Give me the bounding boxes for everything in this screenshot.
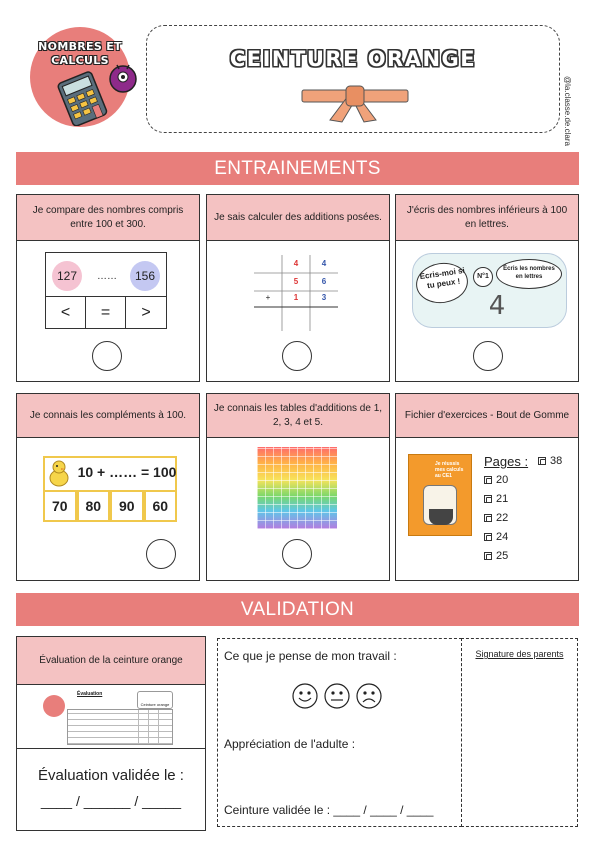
equal-symbol: = bbox=[86, 297, 126, 329]
checkbox-icon[interactable] bbox=[484, 533, 492, 541]
option: 70 bbox=[43, 490, 77, 522]
monster-icon bbox=[108, 62, 138, 94]
watermark: @la.classe.de.clara bbox=[563, 76, 572, 146]
grid-cell: 5 bbox=[293, 277, 299, 286]
validation-banner: VALIDATION bbox=[16, 593, 579, 626]
card-compare bbox=[16, 194, 200, 382]
check-circle[interactable] bbox=[146, 539, 176, 569]
page-item: 22 bbox=[484, 512, 508, 524]
card-title: Je connais les tables d'additions de 1, 2, 3, 4 et 5. bbox=[207, 394, 389, 438]
page-item: 20 bbox=[484, 474, 508, 486]
grid-cell: 4 bbox=[321, 259, 327, 268]
checkbox-icon[interactable] bbox=[538, 457, 546, 465]
dots: …… bbox=[97, 271, 117, 282]
page-title: CEINTURE ORANGE bbox=[229, 47, 477, 71]
option: 60 bbox=[144, 490, 178, 522]
bubble-text: Écris-moi si tu peux ! bbox=[419, 265, 466, 291]
adult-label: Appréciation de l'adulte : bbox=[224, 737, 356, 751]
calculator-icon bbox=[54, 70, 110, 126]
self-assessment-box bbox=[217, 638, 462, 827]
page-item: 24 bbox=[484, 531, 508, 543]
grid-cell: 3 bbox=[321, 293, 327, 302]
checkbox-icon[interactable] bbox=[484, 495, 492, 503]
signature-box[interactable] bbox=[461, 638, 578, 827]
checkbox-icon[interactable] bbox=[484, 476, 492, 484]
card-title: Je sais calculer des additions posées. bbox=[207, 195, 389, 241]
badge: N°1 bbox=[473, 267, 493, 287]
plus-sign: + bbox=[265, 293, 271, 302]
grid-cell: 4 bbox=[293, 259, 299, 268]
evaluation-card bbox=[16, 636, 206, 831]
greater-than-symbol: > bbox=[141, 304, 151, 321]
card-title: Je connais les compléments à 100. bbox=[17, 394, 199, 438]
eval-date[interactable]: ____ / ______ / _____ bbox=[40, 793, 182, 809]
card-tables bbox=[206, 393, 390, 581]
card-title: J'écris des nombres inférieurs à 100 en lettres. bbox=[396, 195, 578, 241]
signature-label: Signature des parents bbox=[475, 649, 564, 659]
book-title: Je réussis mes calculs au CE1 bbox=[435, 461, 464, 479]
eval-thumbnail: Évaluation Ceinture orange bbox=[17, 685, 205, 749]
check-circle[interactable] bbox=[282, 539, 312, 569]
eval-title: Évaluation de la ceinture orange bbox=[17, 637, 205, 685]
option: 90 bbox=[110, 490, 144, 522]
checkbox-icon[interactable] bbox=[484, 552, 492, 560]
compare-table bbox=[45, 252, 167, 329]
chick-icon bbox=[47, 458, 71, 488]
card-title: Fichier d'exercices - Bout de Gomme bbox=[396, 394, 578, 438]
instruction: Écris les nombres en lettres bbox=[503, 266, 555, 280]
options-row bbox=[43, 490, 177, 522]
grid-cell: 1 bbox=[293, 293, 299, 302]
card-complements bbox=[16, 393, 200, 581]
card-additions bbox=[206, 194, 390, 382]
addition-table-image bbox=[257, 447, 337, 529]
number: 4 bbox=[488, 291, 506, 321]
orange-belt-icon bbox=[300, 80, 410, 124]
checkbox-icon[interactable] bbox=[484, 514, 492, 522]
page-item: 38 bbox=[538, 455, 562, 467]
pages-label: Pages : bbox=[484, 454, 529, 469]
logo-line-2: CALCULS bbox=[51, 54, 109, 67]
logo-line-1: NOMBRES ET bbox=[38, 40, 122, 53]
equation: 10 + …… = 100 bbox=[77, 464, 177, 480]
page-item: 25 bbox=[484, 550, 508, 562]
eval-validated-label: Évaluation validée le : bbox=[38, 767, 184, 784]
grid-cell: 6 bbox=[321, 277, 327, 286]
right-number: 156 bbox=[130, 261, 160, 291]
training-banner: ENTRAINEMENTS bbox=[16, 152, 579, 185]
belt-validated[interactable]: Ceinture validée le : ____ / ____ / ____ bbox=[224, 803, 434, 817]
less-than-symbol: < bbox=[46, 297, 86, 329]
card-words bbox=[395, 194, 579, 382]
check-circle[interactable] bbox=[92, 341, 122, 371]
book-cover bbox=[408, 454, 472, 536]
left-number: 127 bbox=[52, 261, 82, 291]
card-title: Je compare des nombres compris entre 100 et 300. bbox=[17, 195, 199, 241]
option: 80 bbox=[77, 490, 111, 522]
check-circle[interactable] bbox=[473, 341, 503, 371]
page-item: 21 bbox=[484, 493, 508, 505]
smiley-faces bbox=[290, 681, 386, 711]
check-circle[interactable] bbox=[282, 341, 312, 371]
card-exercise-book bbox=[395, 393, 579, 581]
self-label: Ce que je pense de mon travail : bbox=[224, 649, 397, 663]
